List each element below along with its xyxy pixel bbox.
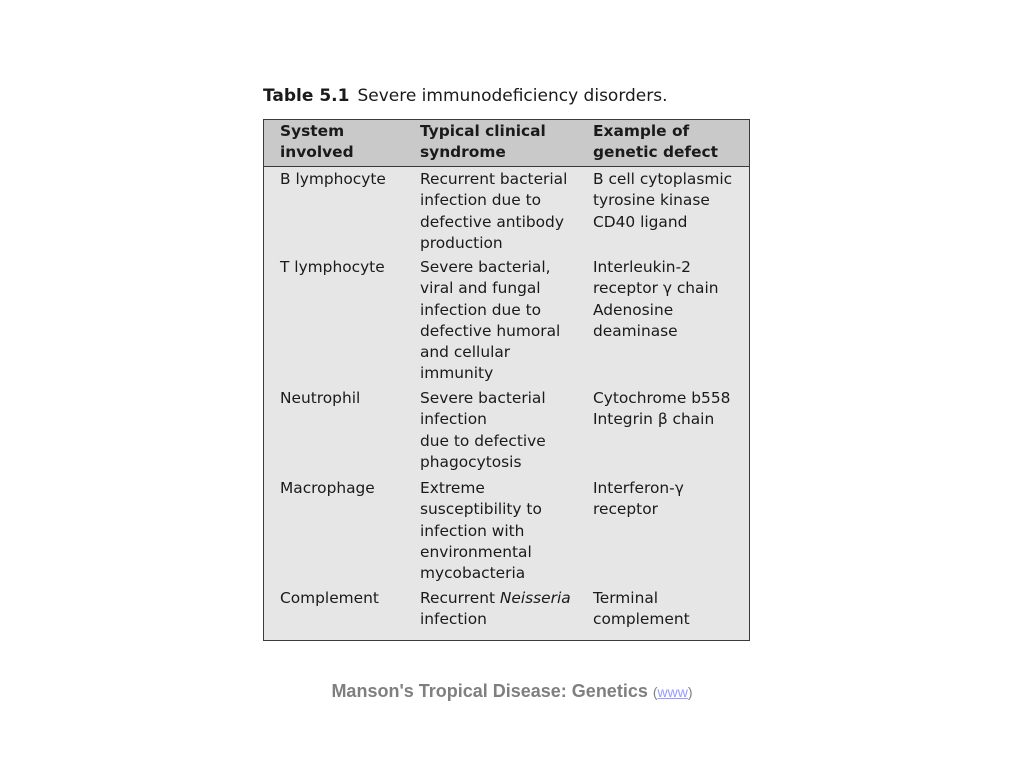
source-title: Manson's Tropical Disease: Genetics	[331, 681, 648, 701]
table-cell: Interleukin-2 receptor γ chain Adenosine deaminase	[593, 258, 719, 340]
source-close-paren: )	[687, 684, 693, 700]
table-cell: Neutrophil	[280, 389, 361, 407]
source-footer	[0, 681, 1024, 702]
header-cell-syndrome: Typical clinical syndrome	[420, 122, 546, 162]
table-caption-text: Severe immunodeficiency disorders.	[357, 86, 668, 106]
table-cell: Macrophage	[280, 479, 375, 497]
table-cell: Recurrent bacterial infection due to defective antibody production	[420, 170, 568, 252]
table-cell: Terminal complement	[593, 589, 690, 629]
table-cell: Cytochrome b558 Integrin β chain	[593, 389, 731, 429]
table-cell: Severe bacterial infection due to defective phagocytosis	[420, 389, 546, 471]
header-cell-genetic-defect: Example of genetic defect	[593, 122, 719, 162]
source-link[interactable]: www	[657, 684, 688, 700]
header-cell-system: System involved	[280, 122, 354, 162]
table-cell: Complement	[280, 589, 379, 607]
source-open-paren: (	[652, 684, 658, 700]
immunodeficiency-table	[263, 119, 750, 641]
table-cell: B lymphocyte	[280, 170, 386, 188]
table-header-row	[264, 120, 749, 167]
genus-name-italic: Neisseria	[499, 589, 571, 607]
table-cell: T lymphocyte	[280, 258, 385, 276]
table-cell: B cell cytoplasmic tyrosine kinase CD40 ligand	[593, 170, 733, 231]
table-cell: Recurrent Neisseria infection	[420, 589, 571, 629]
table-cell: Severe bacterial, viral and fungal infection due to defective humoral and cellular immunity	[420, 258, 561, 383]
table-caption	[263, 86, 668, 106]
table-cell: Extreme susceptibility to infection with environmental mycobacteria	[420, 479, 542, 583]
table-caption-label: Table 5.1	[263, 86, 350, 106]
table-cell: Interferon-γ receptor	[593, 479, 684, 519]
